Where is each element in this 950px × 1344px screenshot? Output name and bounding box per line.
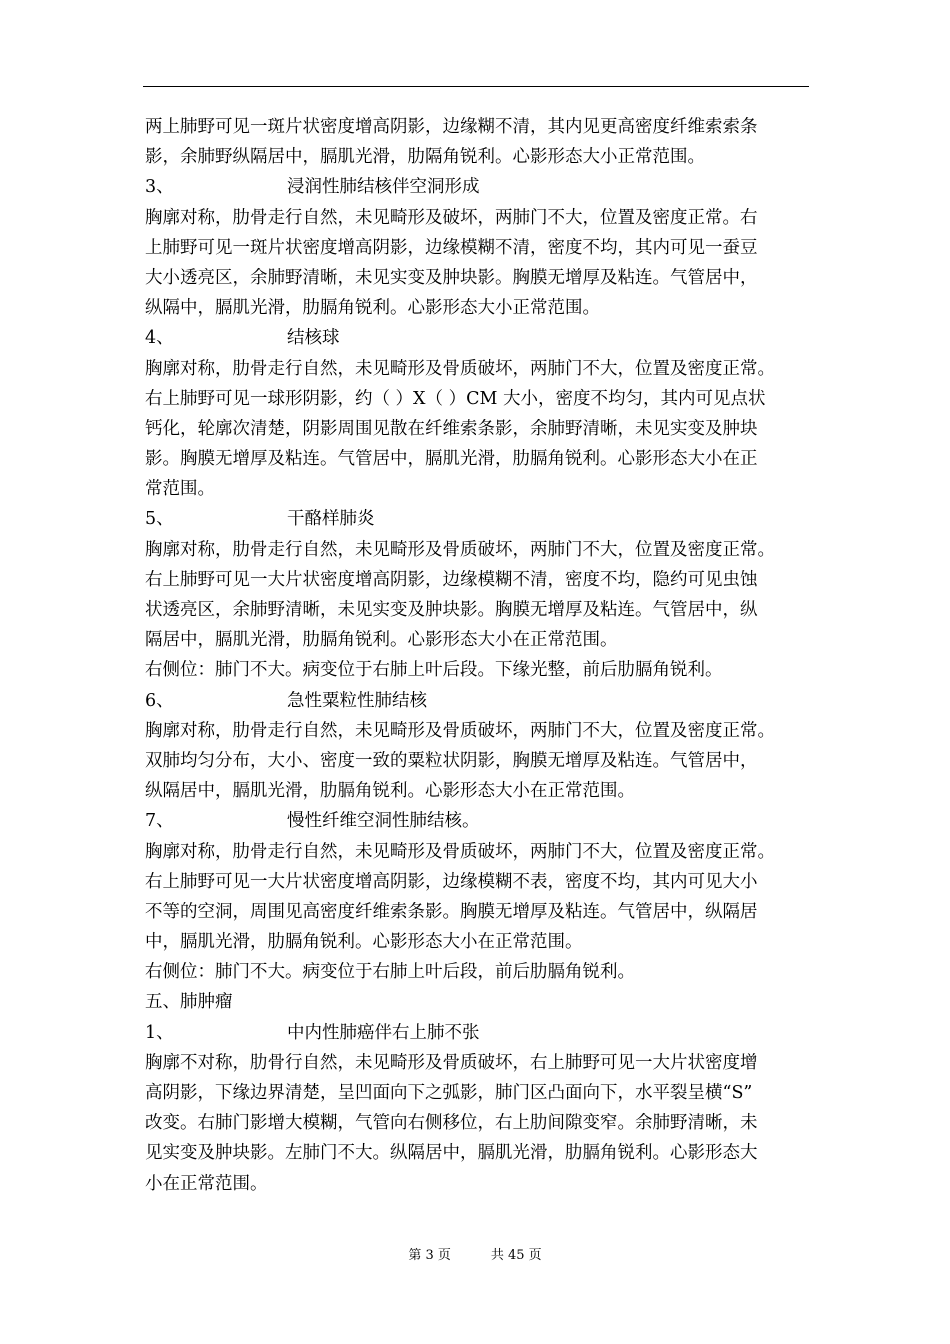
text-line: 胸廓对称，肋骨走行自然，未见畸形及骨质破坏，两肺门不大，位置及密度正常。 — [145, 841, 775, 862]
section-heading — [145, 806, 815, 836]
section-number: 3、 — [145, 177, 174, 198]
section-title: 浸润性肺结核伴空洞形成 — [287, 177, 480, 198]
text-line: 影。胸膜无增厚及粘连。气管居中，膈肌光滑，肋膈角锐利。心影形态大小在正 — [145, 449, 758, 470]
text-line: 胸廓对称，肋骨走行自然，未见畸形及骨质破坏，两肺门不大，位置及密度正常。 — [145, 539, 775, 560]
section-number: 6、 — [145, 690, 174, 711]
text-line: 上肺野可见一斑片状密度增高阴影，边缘模糊不清，密度不均，其内可见一蚕豆 — [145, 237, 758, 258]
text-line: 五、肺肿瘤 — [145, 992, 233, 1013]
text-line: 见实变及肿块影。左肺门不大。纵隔居中，膈肌光滑，肋膈角锐利。心影形态大 — [145, 1143, 758, 1164]
text-line: 纵隔中，膈肌光滑，肋膈角锐利。心影形态大小正常范围。 — [145, 298, 600, 319]
text-line: 钙化，轮廓次清楚，阴影周围见散在纤维索条影，余肺野清晰，未见实变及肿块 — [145, 418, 758, 439]
text-line: 隔居中，膈肌光滑，肋膈角锐利。心影形态大小在正常范围。 — [145, 630, 618, 651]
text-line: 状透亮区，余肺野清晰，未见实变及肿块影。胸膜无增厚及粘连。气管居中，纵 — [145, 600, 758, 620]
text-line: 右侧位：肺门不大。病变位于右肺上叶后段。下缘光整，前后肋膈角锐利。 — [145, 660, 723, 681]
section-number: 4、 — [145, 328, 174, 349]
text-line: 右侧位：肺门不大。病变位于右肺上叶后段，前后肋膈角锐利。 — [145, 962, 635, 983]
text-line: 改变。右肺门影增大模糊，气管向右侧移位，右上肋间隙变窄。余肺野清晰，未 — [145, 1113, 758, 1134]
section-title: 结核球 — [287, 328, 340, 349]
page-total: 共 45 页 — [490, 1248, 542, 1263]
text-line: 大小透亮区，余肺野清晰，未见实变及肿块影。胸膜无增厚及粘连。气管居中， — [145, 267, 758, 288]
text-line: 胸廓对称，肋骨走行自然，未见畸形及骨质破坏，两肺门不大，位置及密度正常。 — [145, 358, 775, 379]
text-line: 右上肺野可见一大片状密度增高阴影，边缘模糊不清，密度不均，隐约可见虫蚀 — [145, 569, 758, 590]
document-body — [145, 112, 815, 1199]
section-heading — [145, 686, 815, 716]
section-heading — [145, 504, 815, 534]
section-heading — [145, 1018, 815, 1048]
text-line: 不等的空洞，周围见高密度纤维索条影。胸膜无增厚及粘连。气管居中，纵隔居 — [145, 901, 758, 922]
section-number: 7、 — [145, 811, 174, 832]
section-heading — [145, 172, 815, 202]
section-title: 慢性纤维空洞性肺结核。 — [287, 811, 480, 832]
text-line: 常范围。 — [145, 479, 215, 500]
page-number: 第 3 页 — [408, 1248, 451, 1263]
text-line: 右上肺野可见一大片状密度增高阴影，边缘模糊不表，密度不均，其内可见大小 — [145, 871, 758, 892]
text-line: 双肺均匀分布，大小、密度一致的粟粒状阴影，胸膜无增厚及粘连。气管居中， — [145, 750, 758, 771]
text-line: 右上肺野可见一球形阴影，约（ ）X（ ）CM 大小，密度不均匀，其内可见点状 — [145, 388, 766, 409]
header-rule — [143, 86, 809, 87]
section-title: 干酪样肺炎 — [287, 509, 375, 530]
section-heading — [145, 323, 815, 353]
text-line: 中，膈肌光滑，肋膈角锐利。心影形态大小在正常范围。 — [145, 932, 583, 953]
text-line: 胸廓对称，肋骨走行自然，未见畸形及骨质破坏，两肺门不大，位置及密度正常。 — [145, 720, 775, 741]
section-title: 急性粟粒性肺结核 — [287, 690, 427, 711]
text-line: 高阴影，下缘边界清楚，呈凹面向下之弧影，肺门区凸面向下，水平裂呈横“S” — [145, 1083, 753, 1103]
page-footer — [0, 1247, 950, 1265]
section-title: 中内性肺癌伴右上肺不张 — [287, 1022, 480, 1043]
section-number: 1、 — [145, 1022, 174, 1043]
text-line: 影，余肺野纵隔居中，膈肌光滑，肋隔角锐利。心影形态大小正常范围。 — [145, 147, 705, 168]
text-line: 小在正常范围。 — [145, 1173, 268, 1194]
text-line: 胸廓对称，肋骨走行自然，未见畸形及破坏，两肺门不大，位置及密度正常。右 — [145, 207, 758, 228]
section-number: 5、 — [145, 509, 174, 530]
text-line: 纵隔居中，膈肌光滑，肋膈角锐利。心影形态大小在正常范围。 — [145, 781, 635, 802]
text-line: 胸廓不对称，肋骨行自然，未见畸形及骨质破坏，右上肺野可见一大片状密度增 — [145, 1052, 758, 1073]
text-line: 两上肺野可见一斑片状密度增高阴影，边缘糊不清，其内见更高密度纤维索索条 — [145, 117, 758, 137]
